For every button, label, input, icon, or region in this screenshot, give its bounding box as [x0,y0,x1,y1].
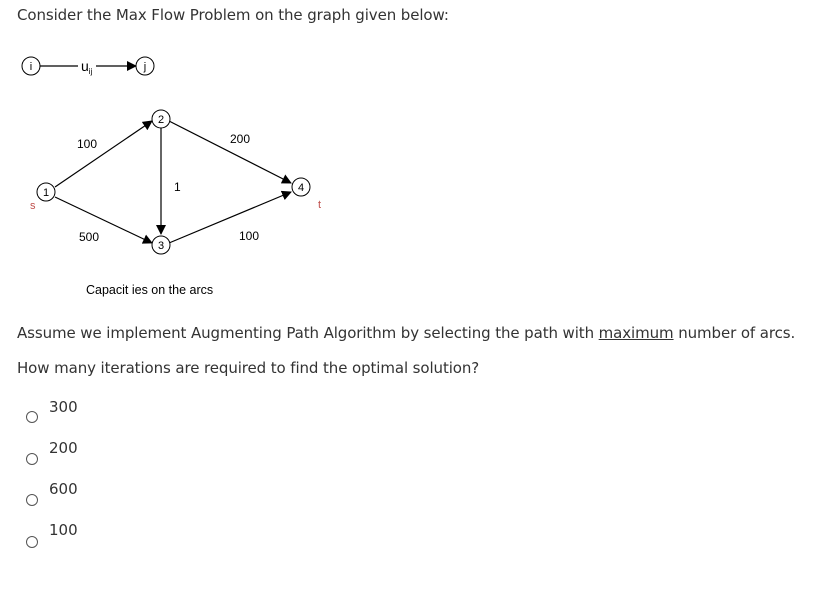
arc-2-4-capacity: 200 [230,132,251,146]
answer-option-4[interactable] [0,521,200,559]
arc-1-3-capacity: 500 [79,230,100,244]
question-text [17,324,795,342]
arc-2-4 [169,121,291,183]
radio-button-4[interactable] [26,536,38,548]
legend-node-to-label: j [143,61,147,73]
question-text-part2: number of arcs. [673,324,796,342]
radio-button-2[interactable] [26,453,38,465]
arc-1-3 [55,197,152,243]
answer-option-1-label: 300 [49,398,78,416]
answer-option-3-label: 600 [49,480,78,498]
answer-option-1[interactable] [0,398,200,436]
graph-caption: Capacit ies on the arcs [86,283,214,297]
arc-2-3-capacity: 1 [174,180,181,194]
source-label: s [30,200,36,212]
radio-button-1[interactable] [26,411,38,423]
arc-1-2 [55,121,152,187]
node-1-label: 1 [42,187,50,199]
answer-option-2[interactable] [0,439,200,477]
arc-3-4 [169,192,291,243]
legend-arc-label-sub: ij [88,67,93,76]
question-prompt: How many iterations are required to find the optimal solution? [17,359,480,377]
answer-option-4-label: 100 [49,521,78,539]
question-intro: Consider the Max Flow Problem on the graph given below: [17,6,449,24]
question-text-part1: Assume we implement Augmenting Path Algorithm by selecting the path with [17,324,599,342]
node-2-label: 2 [157,114,165,126]
answer-option-3[interactable] [0,480,200,518]
node-4-label: 4 [297,182,305,194]
legend-node-from-label: i [29,61,33,73]
arc-notation-legend [22,56,154,76]
arc-1-2-capacity: 100 [77,137,98,151]
question-text-emphasis: maximum [598,324,674,342]
arc-3-4-capacity: 100 [239,229,260,243]
legend-arc-label-main: u [81,58,89,74]
node-3-label: 3 [157,240,165,252]
radio-button-3[interactable] [26,494,38,506]
answer-option-2-label: 200 [49,439,78,457]
sink-label: t [318,199,322,211]
